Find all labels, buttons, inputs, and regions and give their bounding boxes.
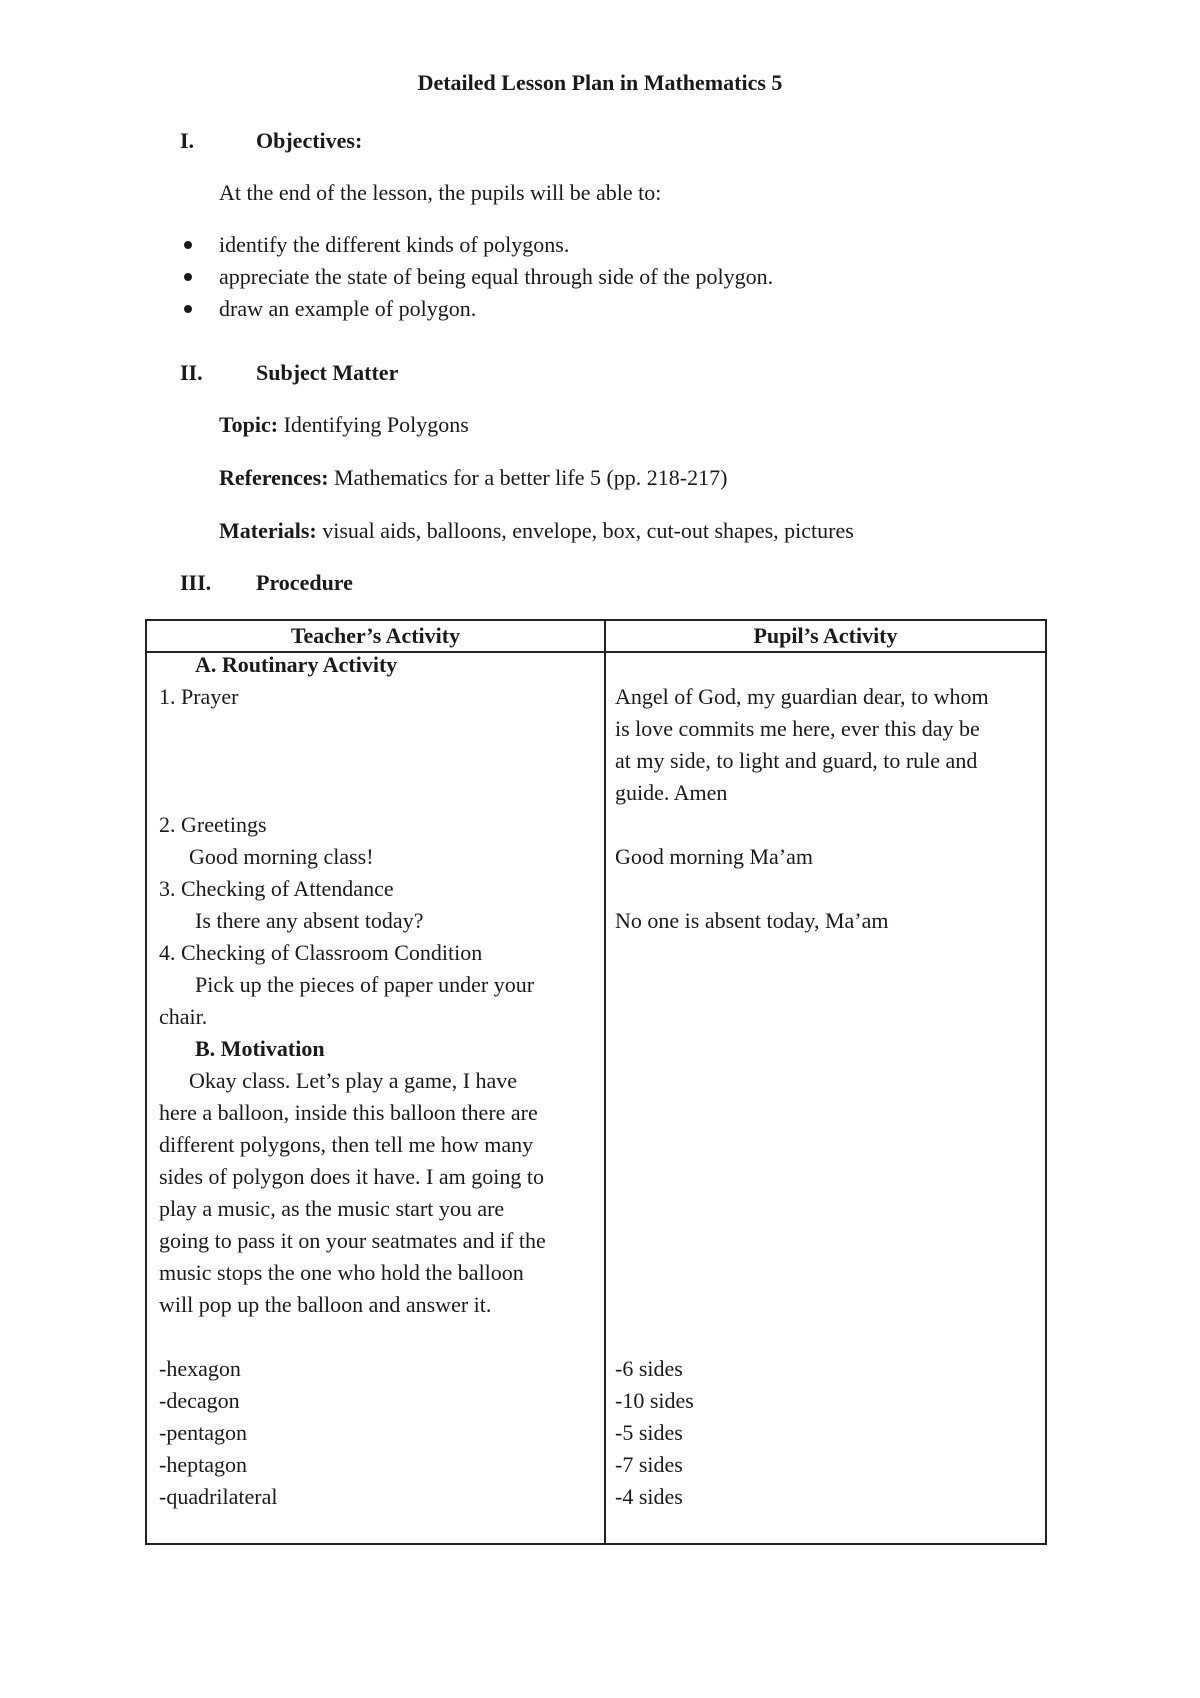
routinary-activity-heading: A. Routinary Activity <box>195 652 398 677</box>
section-number: III. <box>180 570 212 595</box>
document-title: Detailed Lesson Plan in Mathematics 5 <box>417 70 783 95</box>
section-objectives-heading <box>180 128 362 154</box>
section-number: II. <box>180 360 203 385</box>
section-procedure-heading <box>180 570 353 596</box>
procedure-table <box>145 619 1047 1545</box>
table-row: -10 sides <box>615 1388 694 1413</box>
table-row: music stops the one who hold the balloon <box>159 1260 524 1285</box>
topic-label: Topic: <box>219 412 279 437</box>
table-row: -hexagon <box>159 1356 241 1381</box>
topic-value: Identifying Polygons <box>278 412 469 437</box>
table-row: play a music, as the music start you are <box>159 1196 505 1221</box>
table-row: Angel of God, my guardian dear, to whom <box>615 684 989 709</box>
table-row: 1. Prayer <box>159 684 239 709</box>
section-heading: Objectives: <box>256 128 363 153</box>
table-row: -heptagon <box>159 1452 247 1477</box>
materials-line <box>219 518 854 544</box>
section-heading: Procedure <box>256 570 353 595</box>
table-row: Is there any absent today? <box>195 908 424 933</box>
table-row: here a balloon, inside this balloon there are <box>159 1100 538 1125</box>
references-line <box>219 465 727 491</box>
table-row: Good morning class! <box>189 844 374 869</box>
table-row: chair. <box>159 1004 208 1029</box>
pupil-activity-header: Pupil’s Activity <box>753 623 898 648</box>
table-row: going to pass it on your seatmates and if the <box>159 1228 546 1253</box>
table-row: Good morning Ma’am <box>615 844 813 869</box>
objectives-intro: At the end of the lesson, the pupils will be able to: <box>219 180 662 205</box>
topic-line <box>219 412 469 438</box>
table-row: sides of polygon does it have. I am going to <box>159 1164 544 1189</box>
references-label: References: <box>219 465 329 490</box>
table-row: at my side, to light and guard, to rule and <box>615 748 978 773</box>
materials-value: visual aids, balloons, envelope, box, cut-out shapes, pictures <box>316 518 854 543</box>
table-row: Okay class. Let’s play a game, I have <box>189 1068 518 1093</box>
table-row: Pick up the pieces of paper under your <box>195 972 535 997</box>
table-row: different polygons, then tell me how many <box>159 1132 534 1157</box>
table-row: -pentagon <box>159 1420 247 1445</box>
table-row: 4. Checking of Classroom Condition <box>159 940 483 965</box>
table-row: -5 sides <box>615 1420 683 1445</box>
table-row: is love commits me here, ever this day be <box>615 716 980 741</box>
column-divider <box>604 621 606 1543</box>
section-subject-matter-heading <box>180 360 398 386</box>
table-row: 3. Checking of Attendance <box>159 876 394 901</box>
table-row: -decagon <box>159 1388 240 1413</box>
materials-label: Materials: <box>219 518 317 543</box>
section-heading: Subject Matter <box>256 360 399 385</box>
references-value: Mathematics for a better life 5 (pp. 218-217) <box>328 465 728 490</box>
table-row: -7 sides <box>615 1452 683 1477</box>
table-row: -quadrilateral <box>159 1484 278 1509</box>
list-item: draw an example of polygon. <box>180 293 773 325</box>
table-row: -4 sides <box>615 1484 683 1509</box>
teacher-activity-header: Teacher’s Activity <box>290 623 461 648</box>
table-row: -6 sides <box>615 1356 683 1381</box>
motivation-heading: B. Motivation <box>195 1036 325 1061</box>
table-row: 2. Greetings <box>159 812 267 837</box>
objectives-list <box>180 229 773 325</box>
table-row: No one is absent today, Ma’am <box>615 908 889 933</box>
list-item: identify the different kinds of polygons. <box>180 229 773 261</box>
table-row: will pop up the balloon and answer it. <box>159 1292 492 1317</box>
section-number: I. <box>180 128 195 153</box>
list-item: appreciate the state of being equal through side of the polygon. <box>180 261 773 293</box>
table-row: guide. Amen <box>615 780 728 805</box>
